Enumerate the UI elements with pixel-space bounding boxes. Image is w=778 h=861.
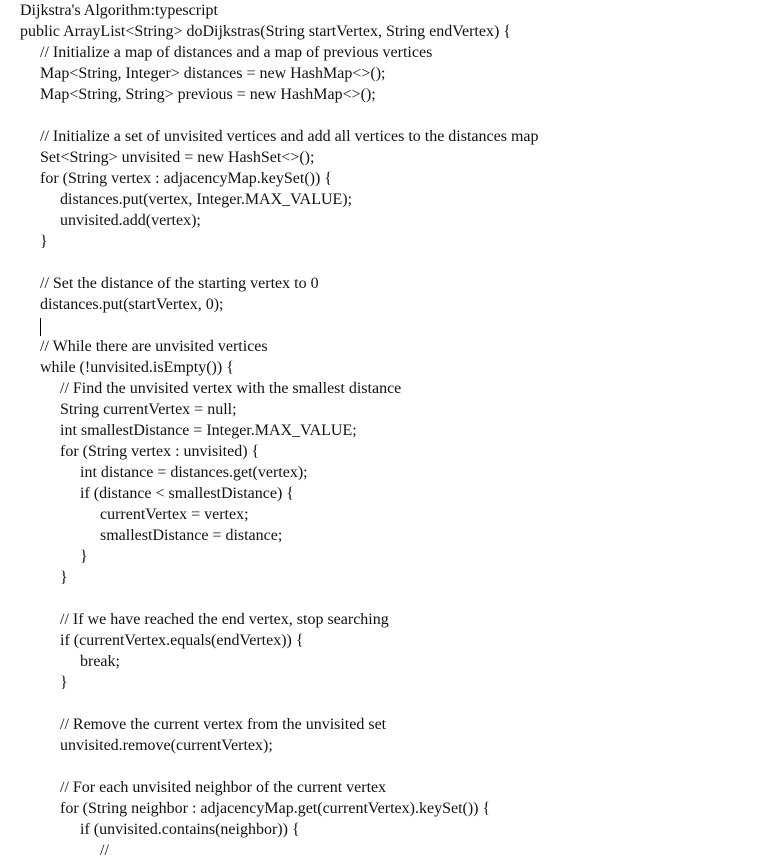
code-line: smallestDistance = distance; — [100, 527, 283, 544]
code-line: int smallestDistance = Integer.MAX_VALUE; — [60, 422, 357, 439]
code-line — [20, 105, 770, 126]
code-line: int distance = distances.get(vertex); — [80, 464, 308, 481]
code-line: for (String vertex : unvisited) { — [60, 443, 260, 460]
code-comment-line: // Remove the current vertex from the unvisited set — [60, 716, 387, 733]
code-line: } — [40, 233, 48, 250]
code-line: public ArrayList<String> doDijkstras(String startVertex, String endVertex) { — [20, 23, 511, 40]
code-line: } — [60, 674, 68, 691]
code-line: Set<String> unvisited = new HashSet<>(); — [40, 149, 315, 166]
code-comment-line: // Initialize a map of distances and a map of previous vertices — [40, 44, 433, 61]
code-comment-line: // If we have reached the end vertex, stop searching — [60, 611, 389, 628]
document-title: Dijkstra's Algorithm:typescript — [20, 2, 218, 19]
code-line: Map<String, Integer> distances = new HashMap<>(); — [40, 65, 386, 82]
code-line: while (!unvisited.isEmpty()) { — [40, 359, 234, 376]
code-line: if (distance < smallestDistance) { — [80, 485, 294, 502]
code-comment-line: // For each unvisited neighbor of the current vertex — [60, 779, 387, 796]
code-line: distances.put(vertex, Integer.MAX_VALUE); — [60, 191, 353, 208]
code-line — [20, 693, 770, 714]
text-cursor — [40, 318, 41, 336]
code-line: } — [80, 548, 88, 565]
code-line: unvisited.remove(currentVertex); — [60, 737, 273, 754]
code-line: } — [60, 569, 68, 586]
code-line: distances.put(startVertex, 0); — [40, 296, 224, 313]
code-comment-line: // Initialize a set of unvisited vertices and add all vertices to the distances map — [40, 128, 539, 145]
code-body — [20, 21, 770, 861]
code-editor[interactable] — [20, 0, 770, 859]
code-line: String currentVertex = null; — [60, 401, 237, 418]
code-comment-line: // — [100, 842, 109, 859]
code-comment-line: // While there are unvisited vertices — [40, 338, 268, 355]
code-line: currentVertex = vertex; — [100, 506, 249, 523]
code-line — [20, 756, 770, 777]
code-line: Map<String, String> previous = new HashMap<>(); — [40, 86, 376, 103]
code-comment-line: // Set the distance of the starting vertex to 0 — [40, 275, 319, 292]
code-line: for (String neighbor : adjacencyMap.get(currentVertex).keySet()) { — [60, 800, 491, 817]
code-line: for (String vertex : adjacencyMap.keySet()) { — [40, 170, 333, 187]
code-line — [20, 315, 770, 336]
code-line: if (unvisited.contains(neighbor)) { — [80, 821, 300, 838]
code-line: if (currentVertex.equals(endVertex)) { — [60, 632, 304, 649]
code-line — [20, 588, 770, 609]
code-line: break; — [80, 653, 120, 670]
code-line — [20, 252, 770, 273]
code-comment-line: // Find the unvisited vertex with the smallest distance — [60, 380, 402, 397]
code-line: unvisited.add(vertex); — [60, 212, 201, 229]
